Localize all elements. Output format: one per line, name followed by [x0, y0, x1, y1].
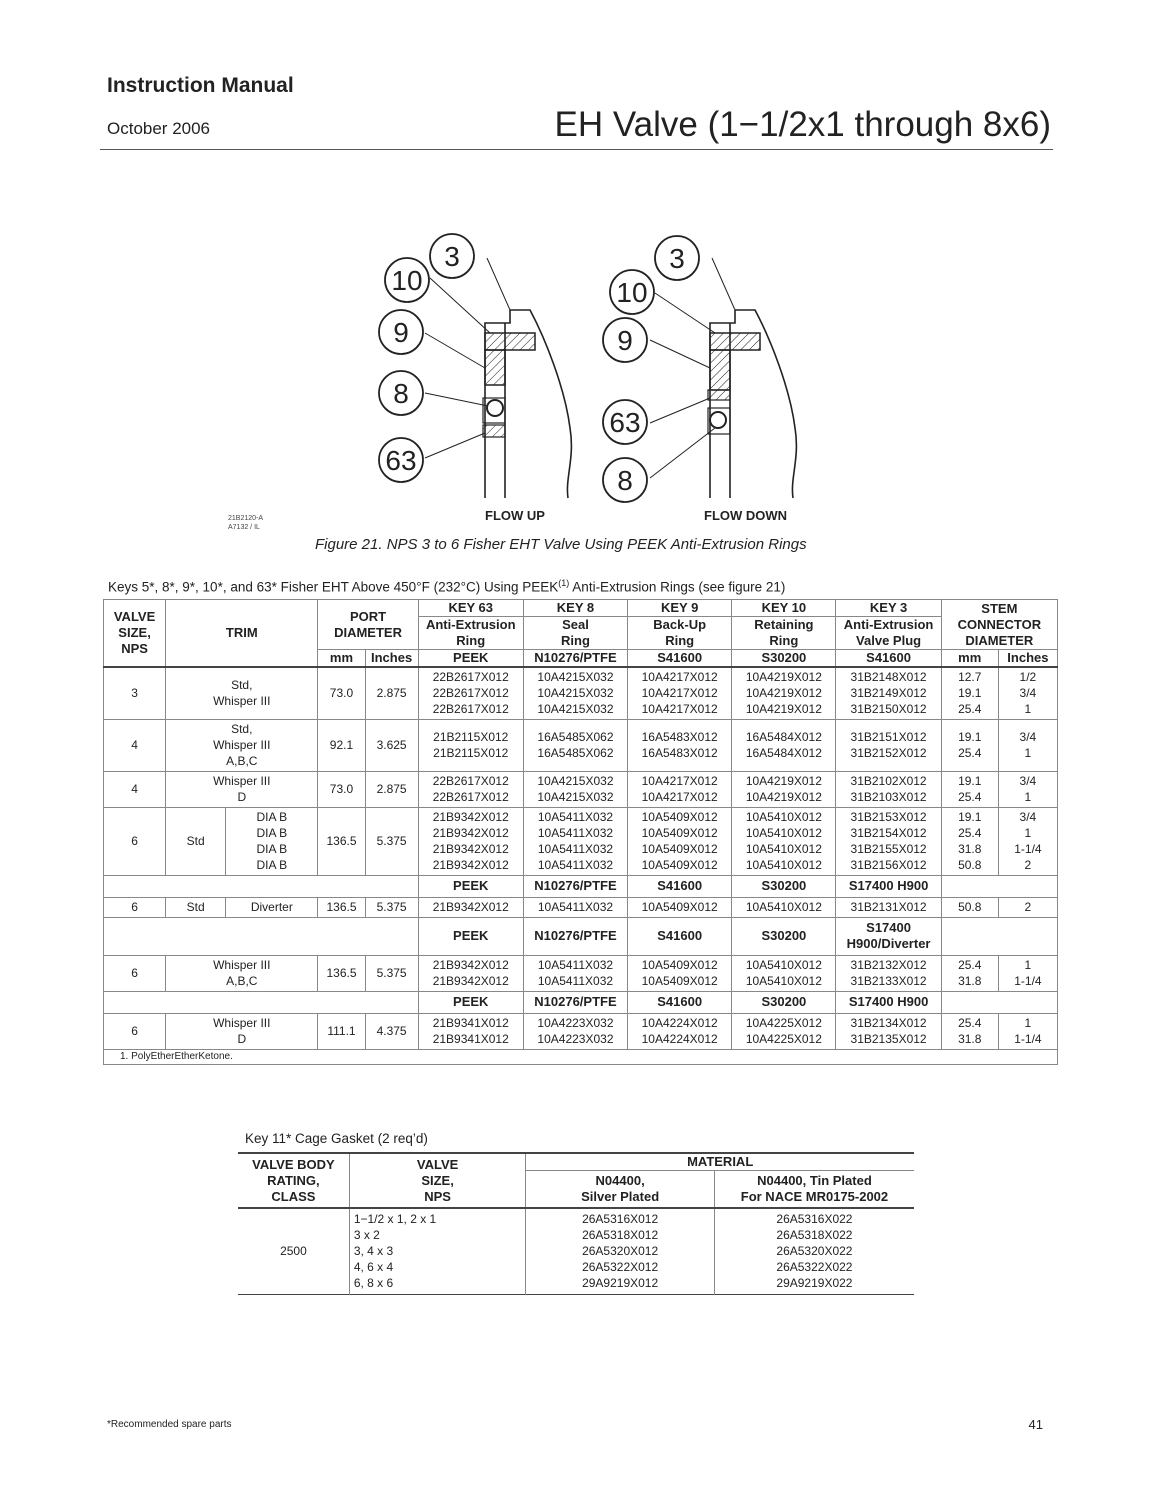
- valve-section-figure: [370, 228, 820, 508]
- figure-code: 21B2120-A A7132 / IL: [228, 515, 264, 531]
- table1-caption: Keys 5*, 8*, 9*, 10*, and 63* Fisher EHT Above 450°F (232°C) Using PEEK$^{(1)}$ Anti-Extrusion Rings (see figure 21): [108, 578, 786, 595]
- footer-note: *Recommended spare parts: [107, 1419, 232, 1430]
- table-row: 6 Std Diverter 136.5 5.375 21B9342X012 10A5411X032 10A5409X012 10A5410X012 31B2131X012 50.8 2: [104, 897, 1058, 917]
- table-row: 4 Std, Whisper III A,B,C 92.1 3.625 21B2115X012 21B2115X012 16A5485X062 16A5485X062 16A5483X012 16A5483X012 16A5484X012 16A5484X012 31B2151X012 31B2152X012 19.1 25.4 3/4 1: [104, 719, 1058, 771]
- table2-caption: Key 11* Cage Gasket (2 req’d): [245, 1131, 428, 1146]
- table-row: 3 Std, Whisper III 73.0 2.875 22B2617X012 22B2617X012 22B2617X012 10A4215X032 10A4215X032 10A4215X032 10A4217X012 10A4217X012 10A4217X012 10A4219X012 10A4219X012 10A4219X012 31B2148X012 31B2149X012 31B2150X012 12.7 19.1 25.4 1/2 3/4 1: [104, 667, 1058, 719]
- figure-caption: Figure 21. NPS 3 to 6 Fisher EHT Valve Using PEEK Anti-Extrusion Rings: [315, 536, 807, 553]
- header-key9: KEY 9: [628, 600, 732, 617]
- doc-title: Instruction Manual: [107, 74, 294, 97]
- header-rule: [100, 149, 1053, 150]
- callout-9-left: 9: [393, 317, 409, 348]
- header-stem-diameter: STEM CONNECTOR DIAMETER: [941, 600, 1057, 650]
- header-tin-plated: N04400, Tin Plated For NACE MR0175-2002: [714, 1171, 914, 1209]
- unit-stem-mm: mm: [941, 650, 998, 668]
- callout-9-right: 9: [617, 325, 633, 356]
- header-key3-desc: Anti-Extrusion Valve Plug: [836, 617, 941, 650]
- table-row: 6 Std DIA B DIA B DIA B DIA B 136.5 5.375 21B9342X012 21B9342X012 21B9342X012 21B9342X012 10A5411X032 10A5411X032 10A5411X032 10A5411X032 10A5409X012 10A5409X012 10A5409X012 10A5409X012 10A5410X012 10A5410X012 10A5410X012 10A5410X012 31B2153X012 31B2154X012 31B2155X012 31B2156X012 19.1 25.4 31.8 50.8 3/4 1 1-1/4 2: [104, 807, 1058, 875]
- header-key8-desc: Seal Ring: [523, 617, 627, 650]
- material-key63: PEEK: [418, 650, 523, 668]
- header-material: MATERIAL: [526, 1153, 914, 1171]
- header-silver-plated: N04400, Silver Plated: [526, 1171, 715, 1209]
- unit-inches: Inches: [365, 650, 418, 668]
- callout-8-left: 8: [393, 378, 409, 409]
- callout-10-right: 10: [616, 277, 648, 308]
- material-key10: S30200: [732, 650, 836, 668]
- header-key8: KEY 8: [523, 600, 627, 617]
- unit-mm: mm: [318, 650, 365, 668]
- flow-up-label: FLOW UP: [485, 508, 545, 523]
- table-row: 6 Whisper III A,B,C 136.5 5.375 21B9342X012 21B9342X012 10A5411X032 10A5411X032 10A5409X012 10A5409X012 10A5410X012 10A5410X012 31B2132X012 31B2133X012 25.4 31.8 1 1-1/4: [104, 955, 1058, 991]
- product-title: EH Valve (1−1/2x1 through 8x6): [554, 105, 1051, 144]
- unit-stem-inches: Inches: [998, 650, 1057, 668]
- header-trim: TRIM: [166, 600, 318, 668]
- callout-8-right: 8: [617, 465, 633, 496]
- callout-3-left: 3: [444, 241, 460, 272]
- table-row: 6 Whisper III D 111.1 4.375 21B9341X012 21B9341X012 10A4223X032 10A4223X032 10A4224X012 10A4224X012 10A4225X012 10A4225X012 31B2134X012 31B2135X012 25.4 31.8 1 1-1/4: [104, 1013, 1058, 1049]
- header-rating: VALVE BODY RATING, CLASS: [238, 1153, 349, 1208]
- material-row: PEEK N10276/PTFE S41600 S30200 S17400 H900: [104, 875, 1058, 897]
- material-key3: S41600: [836, 650, 941, 668]
- callout-63-right: 63: [609, 407, 641, 438]
- cage-gasket-table: [238, 1152, 914, 1295]
- header-key9-desc: Back-Up Ring: [628, 617, 732, 650]
- doc-date: October 2006: [107, 119, 211, 138]
- material-row: PEEK N10276/PTFE S41600 S30200 S17400 H900/Diverter: [104, 917, 1058, 955]
- material-key9: S41600: [628, 650, 732, 668]
- page-number: 41: [1028, 1417, 1043, 1432]
- header-key10-desc: Retaining Ring: [732, 617, 836, 650]
- table-row: 4 Whisper III D 73.0 2.875 22B2617X012 22B2617X012 10A4215X032 10A4215X032 10A4217X012 10A4217X012 10A4219X012 10A4219X012 31B2102X012 31B2103X012 19.1 25.4 3/4 1: [104, 771, 1058, 807]
- header-valve-size: VALVE SIZE, NPS: [104, 600, 166, 668]
- callout-63-left: 63: [385, 445, 417, 476]
- parts-table: [103, 599, 1058, 1065]
- callout-10-left: 10: [391, 265, 423, 296]
- header-key3: KEY 3: [836, 600, 941, 617]
- header-key63: KEY 63: [418, 600, 523, 617]
- header-port-diameter: PORT DIAMETER: [318, 600, 418, 650]
- header-key63-desc: Anti-Extrusion Ring: [418, 617, 523, 650]
- header-valve-size: VALVE SIZE, NPS: [349, 1153, 526, 1208]
- material-row: PEEK N10276/PTFE S41600 S30200 S17400 H900: [104, 991, 1058, 1013]
- header-key10: KEY 10: [732, 600, 836, 617]
- callout-3-right: 3: [669, 243, 685, 274]
- flow-down-label: FLOW DOWN: [704, 508, 788, 523]
- table-footnote: 1. PolyEtherEtherKetone.: [104, 1049, 1058, 1064]
- material-key8: N10276/PTFE: [523, 650, 627, 668]
- table-row: 2500 1−1/2 x 1, 2 x 1 3 x 2 3, 4 x 3 4, 6 x 4 6, 8 x 6 26A5316X012 26A5318X012 26A5320X012 26A5322X012 29A9219X012 26A5316X022 26A5318X022 26A5320X022 26A5322X022 29A9219X022: [238, 1208, 914, 1294]
